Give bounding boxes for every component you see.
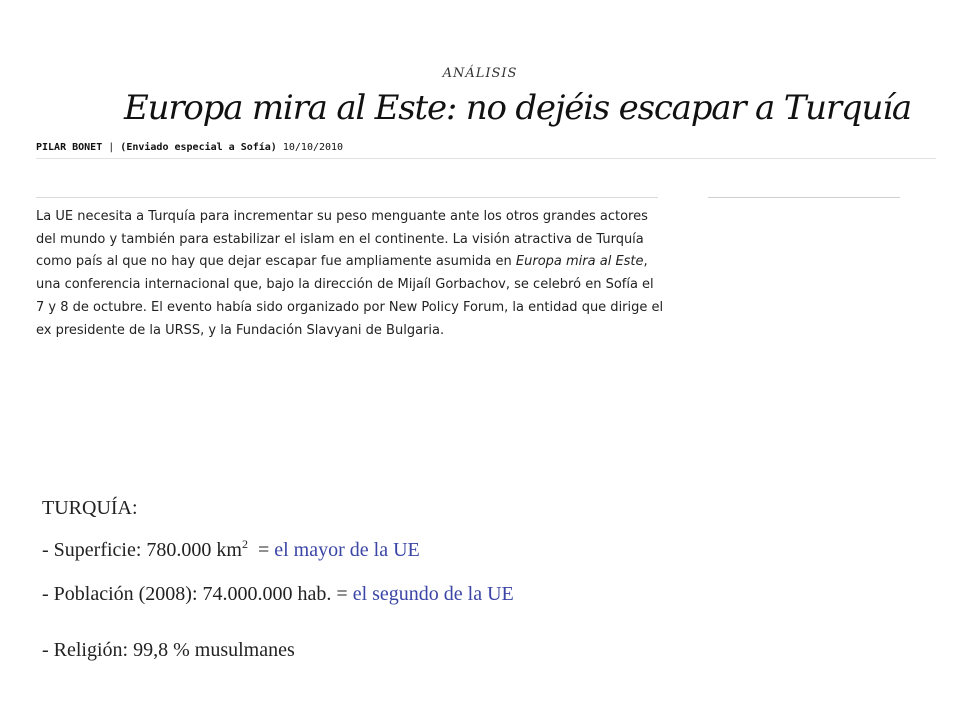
fact-population-label: - Población (2008): 74.000.000 hab. =: [42, 583, 353, 605]
fact-area-exponent: 2: [241, 537, 248, 551]
byline-date: 10/10/2010: [276, 142, 344, 153]
article-headline: Europa mira al Este: no dejéis escapar a Turquía: [124, 88, 911, 128]
lead-text-end: , una conferencia internacional que, bajo la dirección de Mijaíl Gorbachov, se celebró en Sofía el 7 y 8 de octubre. El evento había sido organizado por New Policy Forum, la entidad que dirige el ex presidente de la URSS, y la Fundación Slavyani de Bulgaria.: [36, 254, 664, 338]
fact-population: [42, 582, 514, 606]
byline-separator: |: [102, 142, 121, 153]
facts-heading: TURQUÍA:: [42, 497, 138, 519]
byline-author[interactable]: PILAR BONET: [36, 142, 103, 153]
sidebar-divider: [708, 197, 900, 198]
lead-text-start: La UE necesita a Turquía para incrementar su peso menguante ante los otros grandes actores del mundo y también para estabilizar el islam en el continente. La visión atractiva de Turquía como país al que no hay que dejar escapar fue ampliamente asumida en: [36, 209, 648, 270]
conference-title: Europa mira al Este: [515, 254, 644, 270]
fact-area: [42, 538, 420, 562]
fact-population-highlight: el segundo de la UE: [352, 583, 514, 605]
content-divider: [36, 197, 658, 198]
section-label: ANÁLISIS: [442, 66, 518, 81]
fact-area-label: - Superficie: 780.000 km: [42, 539, 242, 561]
byline: [36, 142, 343, 153]
article-lead: [36, 206, 666, 342]
fact-area-equals: =: [247, 539, 275, 561]
fact-area-highlight: el mayor de la UE: [274, 539, 420, 561]
fact-religion: - Religión: 99,8 % musulmanes: [42, 639, 295, 661]
byline-role: (Enviado especial a Sofía): [120, 142, 277, 153]
header-divider: [36, 158, 936, 159]
